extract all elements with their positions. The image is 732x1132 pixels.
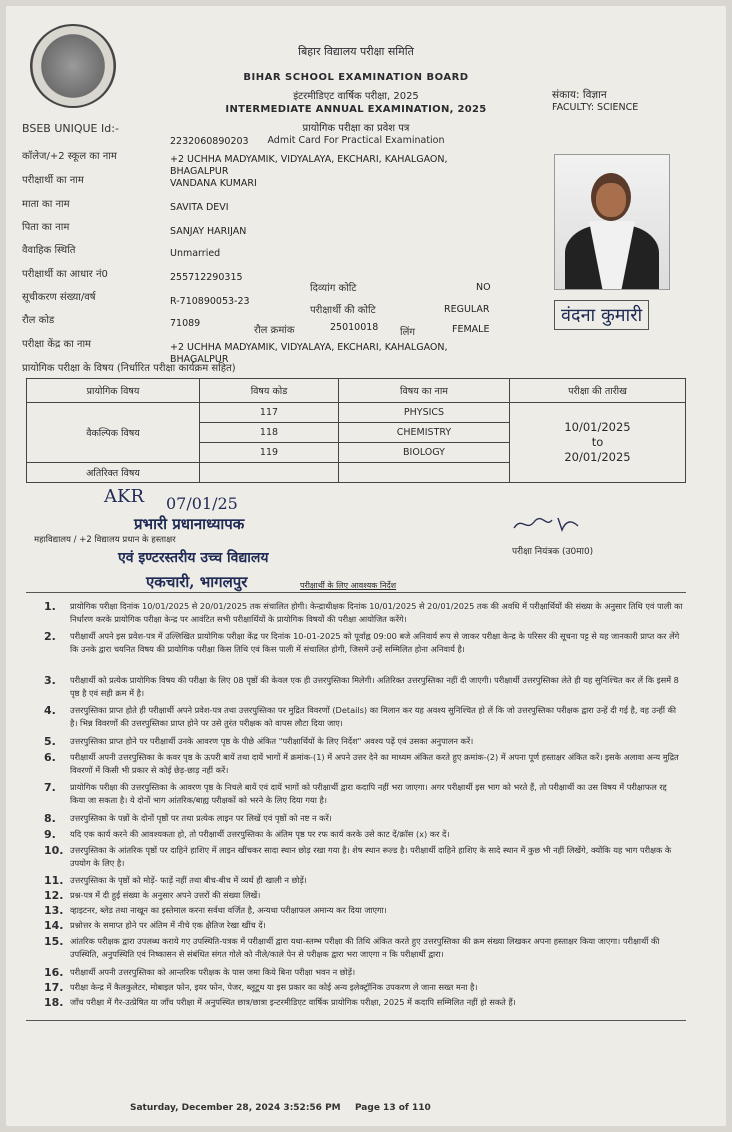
divider-top [26,592,686,593]
instruction-12-no: 12. [44,889,64,902]
subject-code-1: 117 [200,403,339,423]
subjects-caption: प्रायोगिक परीक्षा के विषय (निर्धारित परीक्षा कार्यक्रम सहित) [22,363,236,374]
candidate-signature-text: वंदना कुमारी [554,300,649,330]
instruction-5-no: 5. [44,735,56,748]
instruction-2-text: परीक्षार्थी अपने इस प्रवेश-पत्र में उल्लिखित प्रायोगिक परीक्षा केंद्र पर दिनांक 10-01-2025 को पूर्वाह्न 09:00 बजे अनिवार्य रूप से जाकर परीक्षा केन्द्र के परिसर की सूचना पट्ट से यह जानकारी प्राप्त कर लेंगे कि उनके द्वारा चयनित विषय की प्रायोगिक परीक्षा किस तिथि एवं किस पाली में संचालित होगी, जिसमें उन्हें सम्मिलित होना अनिवार्य है। [70,631,680,654]
instruction-16-text: परीक्षार्थी अपनी उत्तरपुस्तिका को आन्तरिक परीक्षक के पास जमा किये बिना परीक्षा भवन न छोड़ें। [70,967,356,977]
instruction-4-no: 4. [44,704,56,717]
instruction-7 [44,781,684,807]
instruction-12-text: प्रश्न-पत्र में दी हुई संख्या के अनुसार अपने उत्तरों की संख्या लिखें। [70,890,261,900]
stamp-line-3: एकचारी, भागलपुर [146,573,248,591]
category-label: परीक्षार्थी की कोटि [310,305,376,316]
instruction-10 [44,844,684,870]
handwritten-date: 07/01/25 [166,494,238,513]
subject-code-2: 118 [200,423,339,443]
instruction-16-no: 16. [44,966,64,979]
subject-name-2: CHEMISTRY [339,423,510,443]
roll-no-label: रौल क्रमांक [254,325,295,336]
instruction-14 [44,919,684,932]
instruction-17-text: परीक्षा केन्द्र में कैलकुलेटर, मोबाइल फोन, इयर फोन, पेजर, ब्लूटूथ या इस प्रकार का कोई अन्य इलेक्ट्रॉनिक उपकरण ले जाना सख्त मना है। [70,982,478,992]
handwritten-initials: AKR [104,486,144,507]
name-label: परीक्षार्थी का नाम [22,175,84,186]
candidate-photo [554,154,670,290]
instruction-14-text: प्रश्नोत्तर के समाप्त होने पर अंतिम में नीचे एक क्षैतिज रेखा खींच दें। [70,920,266,930]
centre-label: परीक्षा केंद्र का नाम [22,339,92,350]
instruction-17-no: 17. [44,981,64,994]
instruction-1-text: प्रायोगिक परीक्षा दिनांक 10/01/2025 से 20/01/2025 तक संचालित होगी। केन्द्राधीक्षक दिनांक 10/01/2025 से 20/01/2025 तक की अवधि में परीक्षार्थियों की संख्या के अनुसार तिथि एवं पाली का निर्धारण करके प्रायोगिक परीक्षा केन्द्र पर आवंटित सभी परीक्षार्थियों के प्रायोगिक विषयों की परीक्षा आयोजित करेंगे। [70,601,683,624]
admit-card-title-hindi: प्रायोगिक परीक्षा का प्रवेश पत्र [302,123,410,134]
aadhar-value: 255712290315 [170,272,243,283]
instruction-9-no: 9. [44,828,56,841]
roll-no-value: 25010018 [330,322,379,333]
instruction-3 [44,674,684,700]
instruction-10-text: उत्तरपुस्तिका के आंतरिक पृष्ठों पर दाहिने हाशिए में लाइन खींचकर सादा स्थान छोड़ रखा गया है। शेष स्थान रूल्ड है। परीक्षार्थी दाहिने हाशिए के सादे स्थान में कुछ भी नहीं लिखेंगे, क्योंकि यह भाग परीक्षक के उपयोग के लिए है। [70,845,672,868]
father-value: SANJAY HARIJAN [170,226,247,237]
date-to-word: to [591,435,604,449]
instruction-14-no: 14. [44,919,64,932]
instruction-11-no: 11. [44,874,64,887]
father-label: पिता का नाम [22,222,70,233]
college-value: +2 UCHHA MADYAMIK, VIDYALAYA, EKCHARI, KAHALGAON, BHAGALPUR [170,154,448,177]
roll-code-value: 71089 [170,318,201,329]
header-subject-type: प्रायोगिक विषय [27,379,200,403]
controller-label: परीक्षा नियंत्रक (उ0मा0) [512,547,594,557]
instruction-15-text: आंतरिक परीक्षक द्वारा उपलब्ध कराये गए उपस्थिति-पत्रक में परीक्षार्थी द्वारा यथा-स्तम्भ परीक्षा की तिथि अंकित करते हुए उत्तरपुस्तिका की क्रम संख्या लिखकर अपना हस्ताक्षर किया जाएगा। परीक्षार्थी की उपस्थिति, अनुपस्थिति एवं निष्कासन से संबंधित संगत गोले को नीले/काले पेन से परीक्षक द्वारा भरा जाएगा न कि परीक्षार्थी द्वारा। [70,936,660,959]
stamp-line-1: प्रभारी प्रधानाध्यापक [134,515,245,533]
instruction-18-text: जाँच परीक्षा में गैर-उत्प्रेषित या जाँच परीक्षा में अनुपस्थित छात्र/छात्रा इन्टरमीडिएट वार्षिक प्रायोगिक परीक्षा, 2025 में कदापि सम्मिलित नहीं हो सकते हैं। [70,997,516,1007]
header-subject-name: विषय का नाम [339,379,510,403]
mother-value: SAVITA DEVI [170,202,229,213]
instruction-16 [44,966,684,979]
instruction-4-text: उत्तरपुस्तिका प्राप्त होते ही परीक्षार्थी अपने प्रवेश-पत्र तथा उत्तरपुस्तिका पर मुद्रित विवरणों (Details) का मिलान कर यह अवश्य सुनिश्चित हो लें कि जो उत्तरपुस्तिका परीक्षक द्वारा उन्हें दी गई है, वह उन्हीं की है। भिन्न विवरणों की उत्तरपुस्तिका प्राप्त होने पर उसे तुरंत परीक्षक को वापस लौटा दिया जाए। [70,705,676,728]
disabled-label: दिव्यांग कोटि [310,283,357,294]
instruction-5-text: उत्तरपुस्तिका प्राप्त होने पर परीक्षार्थी उनके आवरण पृष्ठ के पीछे अंकित "परीक्षार्थियों के लिए निर्देश" अवश्य पढ़ें एवं उसका अनुपालन करें। [70,736,474,746]
instruction-7-no: 7. [44,781,56,794]
centre-value: +2 UCHHA MADYAMIK, VIDYALAYA, EKCHARI, KAHALGAON, BHAGALPUR [170,342,448,365]
instruction-1-no: 1. [44,600,56,613]
candidate-signature [554,294,672,334]
subject-code-3: 119 [200,443,339,463]
instruction-13-text: व्हाइटनर, ब्लेड तथा नाखून का इस्तेमाल करना सर्वथा वर्जित है, अन्यथा परीक्षाफल अमान्य कर दिया जाएगा। [70,905,387,915]
additional-label: अतिरिक्त विषय [27,463,200,483]
instructions-title: परीक्षार्थी के लिए आवश्यक निर्देश [300,581,397,590]
instruction-13 [44,904,684,917]
subject-name-1: PHYSICS [339,403,510,423]
reg-value: R-710890053-23 [170,296,250,307]
faculty-hindi: संकाय: विज्ञान [552,89,607,101]
roll-code-label: रौल कोड [22,315,55,326]
header-subject-code: विषय कोड [200,379,339,403]
instruction-18-no: 18. [44,996,64,1009]
print-datetime: Saturday, December 28, 2024 3:52:56 PM [130,1103,341,1113]
instruction-4 [44,704,684,730]
faculty-english: FACULTY: SCIENCE [552,102,639,113]
controller-signature [512,514,582,534]
exam-title-hindi: इंटरमीडिएट वार्षिक परीक्षा, 2025 [293,91,419,102]
principal-signature-label: महाविद्यालय / +2 विद्यालय प्रधान के हस्ताक्षर [34,535,176,545]
additional-code-cell [200,463,339,483]
subjects-table [26,378,686,483]
marital-label: वैवाहिक स्थिति [22,245,76,256]
subject-name-3: BIOLOGY [339,443,510,463]
gender-value: FEMALE [452,324,490,335]
date-to: 20/01/2025 [564,450,631,464]
print-footer [130,1103,431,1113]
instruction-2 [44,630,684,656]
aadhar-label: परीक्षार्थी का आधार नं0 [22,269,108,280]
bseb-logo-icon [30,24,116,108]
instruction-11 [44,874,684,887]
admit-card-page [6,6,726,1126]
additional-name-cell [339,463,510,483]
instruction-3-text: परीक्षार्थी को प्रत्येक प्रायोगिक विषय की परीक्षा के लिए 08 पृष्ठों की केवल एक ही उत्तरपुस्तिका मिलेगी। अतिरिक्त उत्तरपुस्तिका नहीं दी जाएगी। परीक्षार्थी उत्तरपुस्तिका लेते ही यह सुनिश्चित कर लें कि इसमें 8 पृष्ठ है एवं सही क्रम में है। [70,675,679,698]
admit-card-title-english: Admit Card For Practical Examination [267,135,445,146]
marital-value: Unmarried [170,248,221,259]
name-value: VANDANA KUMARI [170,178,257,189]
instruction-18 [44,996,684,1009]
divider-bottom [26,1020,686,1021]
date-from: 10/01/2025 [564,420,631,434]
instruction-13-no: 13. [44,904,64,917]
instruction-15-no: 15. [44,935,64,948]
college-label: कॉलेज/+2 स्कूल का नाम [22,151,117,162]
instruction-7-text: प्रायोगिक परीक्षा की उत्तरपुस्तिका के आवरण पृष्ठ के निचले बायें एवं दायें भागों को परीक्षार्थी द्वारा कदापि नहीं भरा जाएगा। अगर परीक्षार्थी इस भाग को भरते हैं, तो परीक्षार्थी का उस विषय में परीक्षाफल रद्द किया जा सकता है। ये दोनों भाग आंतरिक/बाह्य परीक्षकों को भरने के लिए दिया गया है। [70,782,667,805]
exam-date-range [510,403,686,483]
exam-title-english: INTERMEDIATE ANNUAL EXAMINATION, 2025 [225,104,487,115]
instruction-6 [44,751,684,777]
instruction-11-text: उत्तरपुस्तिका के पृष्ठों को मोड़ें- फाड़ें नहीं तथा बीच-बीच में व्यर्थ ही खाली न छोड़ें। [70,875,307,885]
instruction-9-text: यदि एक कार्य करने की आवश्यकता हो, तो परीक्षार्थी उत्तरपुस्तिका के अंतिम पृष्ठ पर रफ कार्य करके उसे काट दें/क्रॉस (x) कर दें। [70,829,450,839]
instruction-10-no: 10. [44,844,64,857]
board-title-english: BIHAR SCHOOL EXAMINATION BOARD [243,72,469,83]
instruction-9 [44,828,684,841]
page-number: Page 13 of 110 [354,1103,431,1113]
instruction-8-text: उत्तरपुस्तिका के पन्नों के दोनों पृष्ठों पर तथा प्रत्येक लाइन पर लिखें एवं पृष्ठों को नष्ट न करें। [70,813,332,823]
instruction-6-no: 6. [44,751,56,764]
instruction-15 [44,935,684,961]
instruction-8-no: 8. [44,812,56,825]
instruction-6-text: परीक्षार्थी अपनी उत्तरपुस्तिका के कवर पृष्ठ के ऊपरी बायें तथा दायें भागों में क्रमांक-(1) में अपने उत्तर देने का माध्यम अंकित करते हुए क्रमांक-(2) में अपना पूर्ण हस्ताक्षर अंकित करें। इसके अलावा अन्य मुद्रित विवरणों में किसी भी प्रकार से कोई छेड़-छाड़ नहीं करें। [70,752,679,775]
instruction-12 [44,889,684,902]
gender-label: लिंग [400,327,415,338]
header-exam-date: परीक्षा की तारीख [510,379,686,403]
instruction-3-no: 3. [44,674,56,687]
instruction-2-no: 2. [44,630,56,643]
mother-label: माता का नाम [22,199,70,210]
instruction-17 [44,981,684,994]
elective-label: वैकल्पिक विषय [27,403,200,463]
stamp-line-2: एवं इण्टरस्तरीय उच्च विद्यालय [118,550,269,566]
board-title-hindi: बिहार विद्यालय परीक्षा समिति [298,45,414,58]
instruction-1 [44,600,684,626]
instruction-5 [44,735,684,748]
category-value: REGULAR [444,304,490,315]
unique-id-value: 2232060890203 [170,136,249,147]
unique-id-label: BSEB UNIQUE Id:- [22,122,119,135]
instruction-8 [44,812,684,825]
reg-label: सूचीकरण संख्या/वर्ष [22,292,96,303]
disabled-value: NO [476,282,491,293]
